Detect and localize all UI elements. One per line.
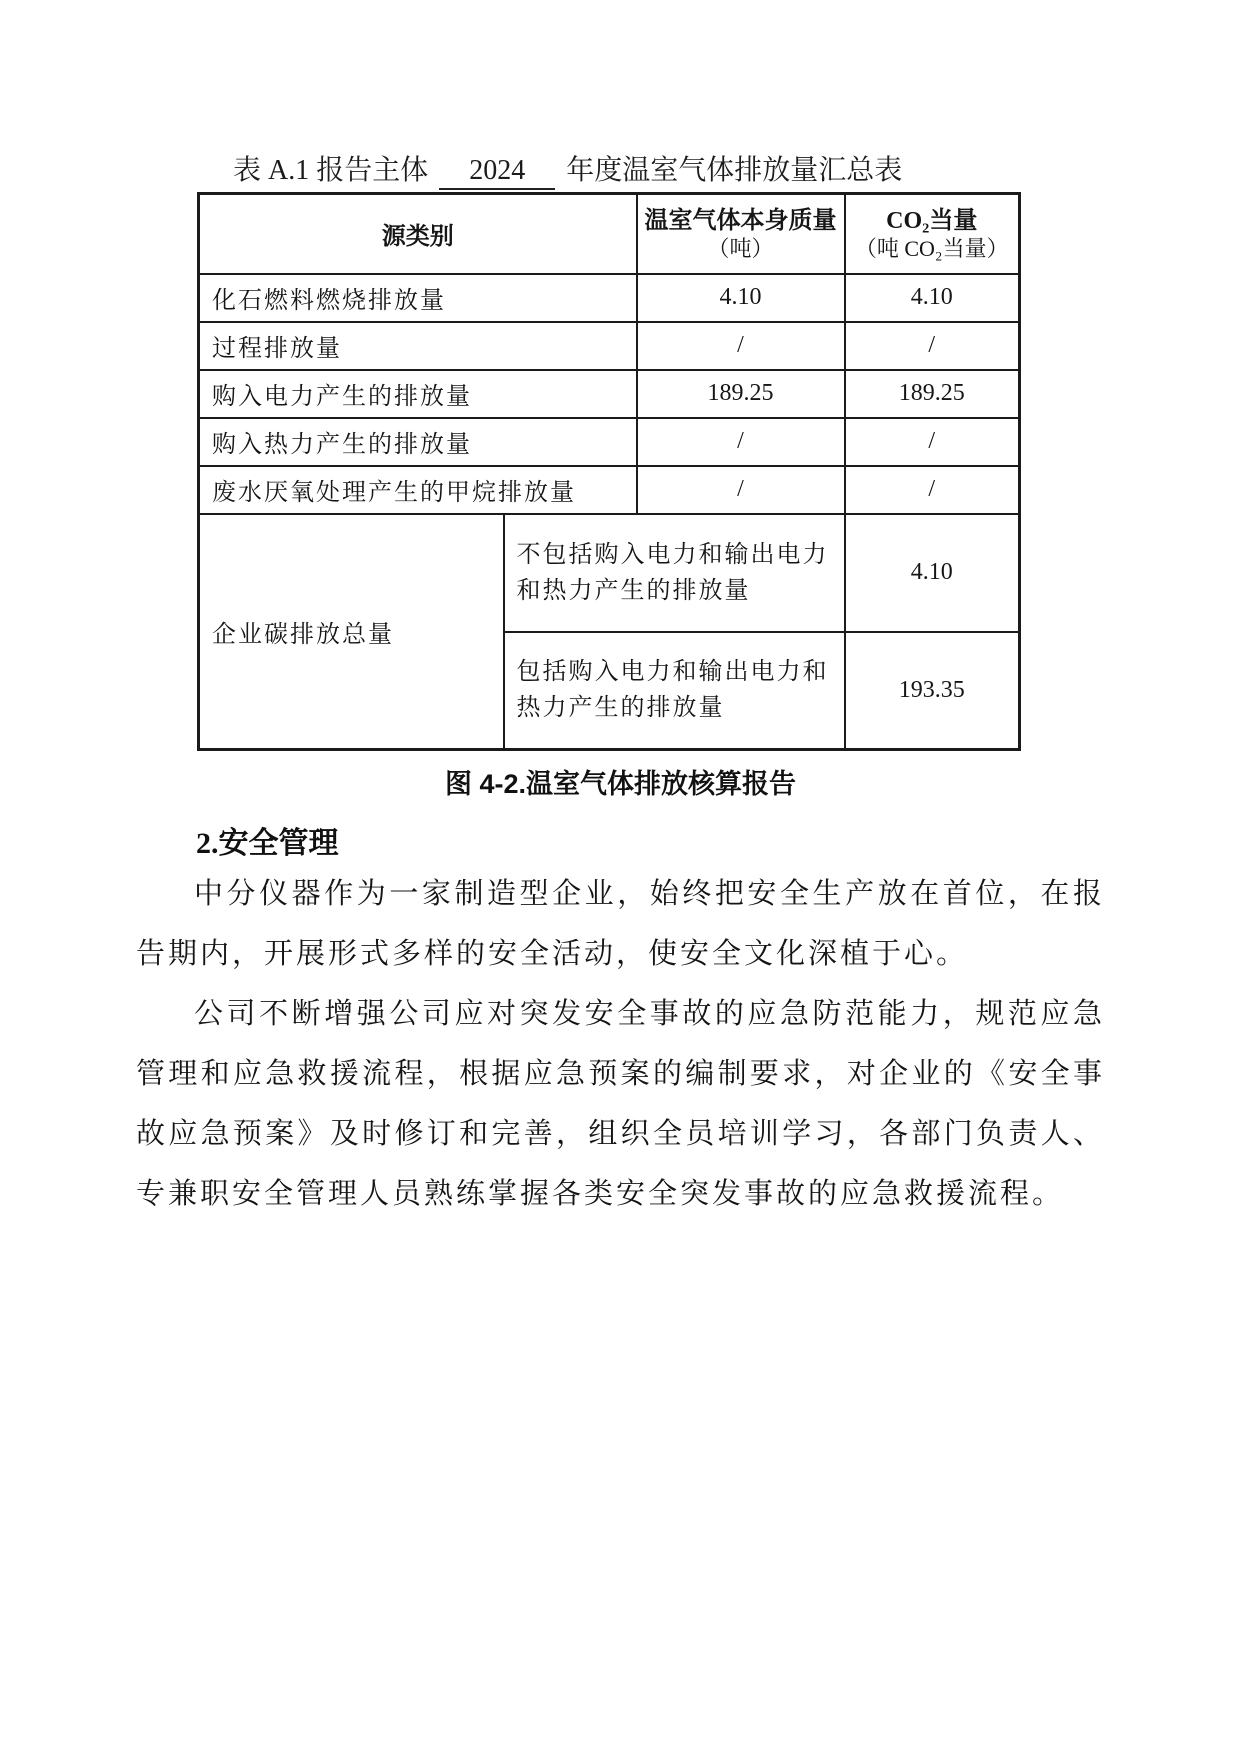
table-total-row-excluding [199, 514, 1020, 632]
row-purchased-heat-co2e: / [845, 418, 1020, 466]
row-process-mass: / [637, 322, 845, 370]
header-co2e [845, 194, 1020, 274]
total-desc-excluding: 不包括购入电力和输出电力和热力产生的排放量 [504, 514, 845, 632]
header-gas-mass-unit: （吨） [707, 235, 774, 261]
total-value-including: 193.35 [845, 632, 1020, 750]
total-desc-including: 包括购入电力和输出电力和热力产生的排放量 [504, 632, 845, 750]
header-co2e-unit: （吨 CO₂当量） [854, 235, 1009, 261]
header-gas-mass [637, 194, 845, 274]
header-source-category: 源类别 [199, 194, 637, 274]
paragraph-safety-intro: 中分仪器作为一家制造型企业，始终把安全生产放在首位，在报告期内，开展形式多样的安全活动，使安全文化深植于心。 [136, 878, 1105, 970]
table-row [199, 418, 1020, 466]
row-label-purchased-heat: 购入热力产生的排放量 [199, 418, 637, 466]
figure-caption: 图 4-2.温室气体排放核算报告 [444, 769, 797, 799]
table-row [199, 466, 1020, 514]
section-heading: 2.安全管理 [196, 827, 339, 860]
row-wastewater-methane-co2e: / [845, 466, 1020, 514]
table-title [233, 148, 902, 190]
row-wastewater-methane-mass: / [637, 466, 845, 514]
row-label-purchased-electricity: 购入电力产生的排放量 [199, 370, 637, 418]
table-title-year-blank [439, 155, 555, 190]
row-purchased-electricity-mass: 189.25 [637, 370, 845, 418]
table-title-year: 2024 [469, 155, 526, 186]
table-title-prefix: 表 A.1 报告主体 [233, 155, 429, 186]
body-text [136, 864, 1105, 1224]
table-header-row [199, 194, 1020, 274]
row-process-co2e: / [845, 322, 1020, 370]
total-value-excluding: 4.10 [845, 514, 1020, 632]
total-label: 企业碳排放总量 [199, 514, 504, 750]
row-label-process: 过程排放量 [199, 322, 637, 370]
table-row [199, 274, 1020, 322]
row-purchased-electricity-co2e: 189.25 [845, 370, 1020, 418]
table-row [199, 322, 1020, 370]
header-gas-mass-line1: 温室气体本身质量 [644, 207, 837, 234]
row-fossil-fuel-mass: 4.10 [637, 274, 845, 322]
row-label-fossil-fuel: 化石燃料燃烧排放量 [199, 274, 637, 322]
paragraph-emergency-management: 公司不断增强公司应对突发安全事故的应急防范能力，规范应急管理和应急救援流程，根据应急预案的编制要求，对企业的《安全事故应急预案》及时修订和完善，组织全员培训学习，各部门负责人、专兼职安全管理人员熟练掌握各类安全突发事故的应急救援流程。 [136, 998, 1105, 1210]
emissions-summary-table [197, 192, 1021, 751]
header-co2e-line1: CO₂当量 [886, 207, 978, 234]
row-label-wastewater-methane: 废水厌氧处理产生的甲烷排放量 [199, 466, 637, 514]
table-row [199, 370, 1020, 418]
row-fossil-fuel-co2e: 4.10 [845, 274, 1020, 322]
table-title-suffix: 年度温室气体排放量汇总表 [566, 155, 903, 186]
row-purchased-heat-mass: / [637, 418, 845, 466]
